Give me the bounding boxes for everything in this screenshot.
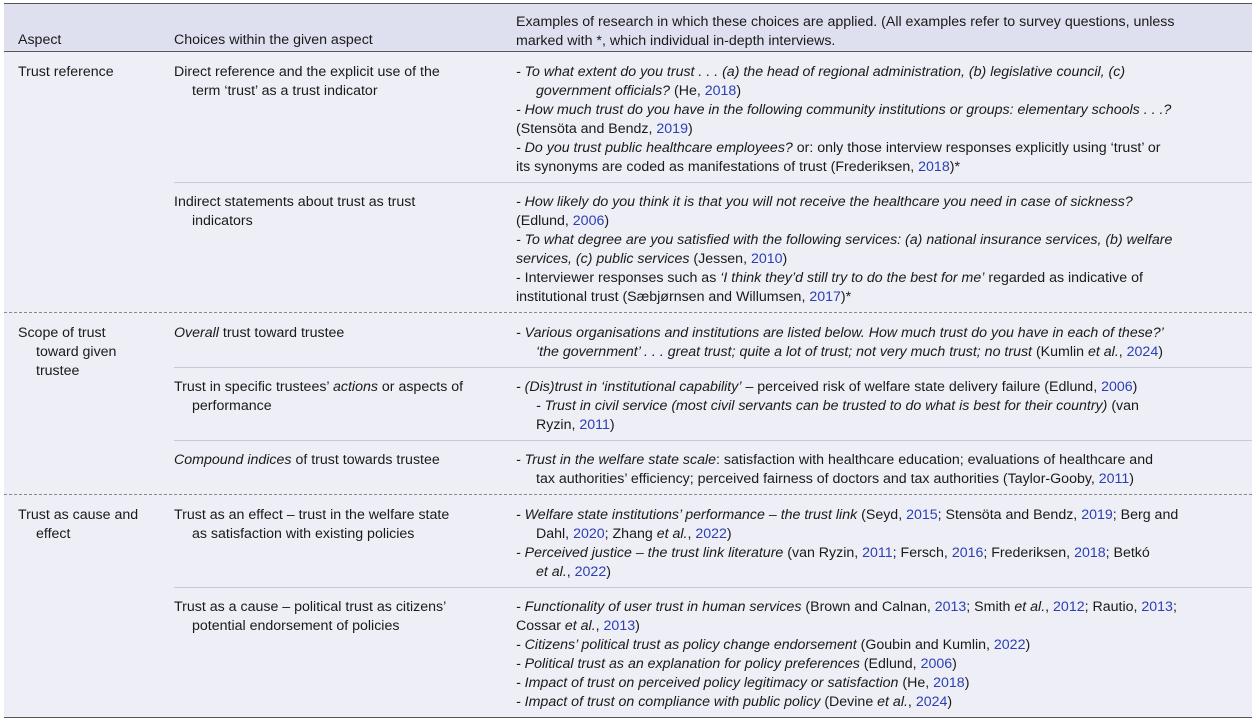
table-header bbox=[4, 4, 1252, 52]
examples-cell: - Various organisations and institutions are listed below. How much trust do you have in each of these?’ ‘the government’ . . . great trust; quite a lot of trust; not very much trust; no trust (Kumlin et al., 2024) bbox=[516, 325, 1164, 360]
citation-link[interactable]: 2022 bbox=[695, 526, 727, 542]
examples-cell: - To what extent do you trust . . . (a) the head of regional administration, (b) legislative council, (c) government officials? (He, 2018) - How much trust do you have in the following community institutions or groups: elementary schools . . .? (Stensöta and Bendz, 2019) - Do you trust public healthcare employees? or: only those interview responses explicitly using ‘trust’ or its synonyms are coded as manifestations of trust (Frederiksen, 2018)* bbox=[516, 64, 1172, 175]
citation-link[interactable]: 2022 bbox=[574, 564, 607, 580]
citation-link[interactable]: 2022 bbox=[993, 637, 1026, 653]
citation-link[interactable]: 2013 bbox=[1141, 599, 1173, 615]
group-trust-as-cause-and-effect bbox=[4, 495, 1252, 717]
examples-cell: - Trust in the welfare state scale: satisfaction with healthcare education; evaluations of healthcare and tax authorities’ efficiency; perceived fairness of doctors and tax authorities (Taylor-Gooby, 2011) bbox=[516, 452, 1153, 487]
table-row bbox=[174, 440, 1252, 494]
table-row bbox=[174, 52, 1252, 182]
header-choices: Choices within the given aspect bbox=[174, 32, 373, 48]
table-row bbox=[174, 367, 1252, 440]
group-trust-reference bbox=[4, 52, 1252, 313]
table-row bbox=[174, 587, 1252, 717]
choice-cell: Overall trust toward trustee bbox=[174, 325, 345, 341]
aspect-cell: Trust as cause and effect bbox=[18, 507, 139, 542]
aspect-cell: Scope of trust toward given trustee bbox=[18, 325, 117, 379]
table-row bbox=[174, 182, 1252, 312]
examples-cell: - How likely do you think it is that you will not receive the healthcare you need in case of sickness? (Edlund, 2006) - To what degree are you satisfied with the following services: (a) national insurance services, (b) welfare services, (c) public services (Jessen, 2010) - Interviewer responses such as ‘I think they’d still try to do the best for me’ regarded as indicative of institutional trust (Sæbjørnsen and Willumsen, 2017)* bbox=[516, 194, 1173, 305]
choice-cell: Compound indices of trust towards trustee bbox=[174, 452, 440, 468]
citation-link[interactable]: 2015 bbox=[906, 507, 938, 523]
citation-link[interactable]: 2006 bbox=[920, 656, 953, 672]
citation-link[interactable]: 2013 bbox=[603, 618, 636, 634]
citation-link[interactable]: 2012 bbox=[1053, 599, 1085, 615]
examples-cell: - (Dis)trust in ‘institutional capability’ – perceived risk of welfare state delivery failure (Edlund, 2006) - Trust in civil service (most civil servants can be trusted to do what is best for their country) (van Ryzin, 2011) bbox=[516, 379, 1139, 433]
table-row bbox=[174, 495, 1252, 587]
citation-link[interactable]: 2024 bbox=[915, 694, 948, 710]
citation-link[interactable]: 2018 bbox=[933, 675, 965, 691]
examples-cell: - Welfare state institutions’ performance – the trust link (Seyd, 2015; Stensöta and Bendz, 2019; Berg and Dahl, 2020; Zhang et al., 2022) - Perceived justice – the trust link literature (van Ryzin, 2011; Fersch, 2016; Frederiksen, 2018; Betkó et al., 2022) bbox=[516, 507, 1179, 580]
citation-link[interactable]: 2011 bbox=[862, 545, 893, 561]
citation-link[interactable]: 2019 bbox=[656, 121, 688, 137]
citation-link[interactable]: 2011 bbox=[1098, 471, 1130, 487]
citation-link[interactable]: 2006 bbox=[572, 213, 605, 229]
examples-cell: - Functionality of user trust in human services (Brown and Calnan, 2013; Smith et al., 2012; Rautio, 2013; Cossar et al., 2013) - Citizens’ political trust as policy change endorsement (Goubin and Kumlin, 2022) - Political trust as an explanation for policy preferences (Edlund, 2006) - Impact of trust on perceived policy legitimacy or satisfaction (He, 2018) - Impact of trust on compliance with public policy (Devine et al., 2024) bbox=[516, 599, 1177, 710]
citation-link[interactable]: 2024 bbox=[1126, 344, 1159, 360]
citation-link[interactable]: 2019 bbox=[1081, 507, 1113, 523]
citation-link[interactable]: 2018 bbox=[918, 159, 950, 175]
table-row bbox=[174, 313, 1252, 367]
citation-link[interactable]: 2016 bbox=[951, 545, 984, 561]
citation-link[interactable]: 2006 bbox=[1101, 379, 1133, 395]
choice-cell: Direct reference and the explicit use of the term ‘trust’ as a trust indicator bbox=[174, 64, 440, 99]
trust-aspects-table bbox=[4, 3, 1252, 718]
citation-link[interactable]: 2013 bbox=[934, 599, 967, 615]
header-aspect: Aspect bbox=[18, 32, 62, 48]
header-examples: Examples of research in which these choices are applied. (All examples refer to survey questions, unless marked with *, which individual in-depth interviews. bbox=[516, 14, 1175, 49]
citation-link[interactable]: 2010 bbox=[750, 251, 783, 267]
choice-cell: Trust as a cause – political trust as citizens’ potential endorsement of policies bbox=[174, 599, 447, 634]
citation-link[interactable]: 2018 bbox=[704, 83, 737, 99]
aspect-cell: Trust reference bbox=[18, 64, 114, 80]
group-scope-of-trust bbox=[4, 313, 1252, 495]
choice-cell: Indirect statements about trust as trust indicators bbox=[174, 194, 416, 229]
citation-link[interactable]: 2018 bbox=[1074, 545, 1106, 561]
choice-cell: Trust as an effect – trust in the welfare state as satisfaction with existing policies bbox=[174, 507, 450, 542]
citation-link[interactable]: 2017 bbox=[809, 289, 841, 305]
choice-cell: Trust in specific trustees’ actions or aspects of performance bbox=[174, 379, 464, 414]
citation-link[interactable]: 2011 bbox=[579, 417, 610, 433]
citation-link[interactable]: 2020 bbox=[573, 526, 605, 542]
